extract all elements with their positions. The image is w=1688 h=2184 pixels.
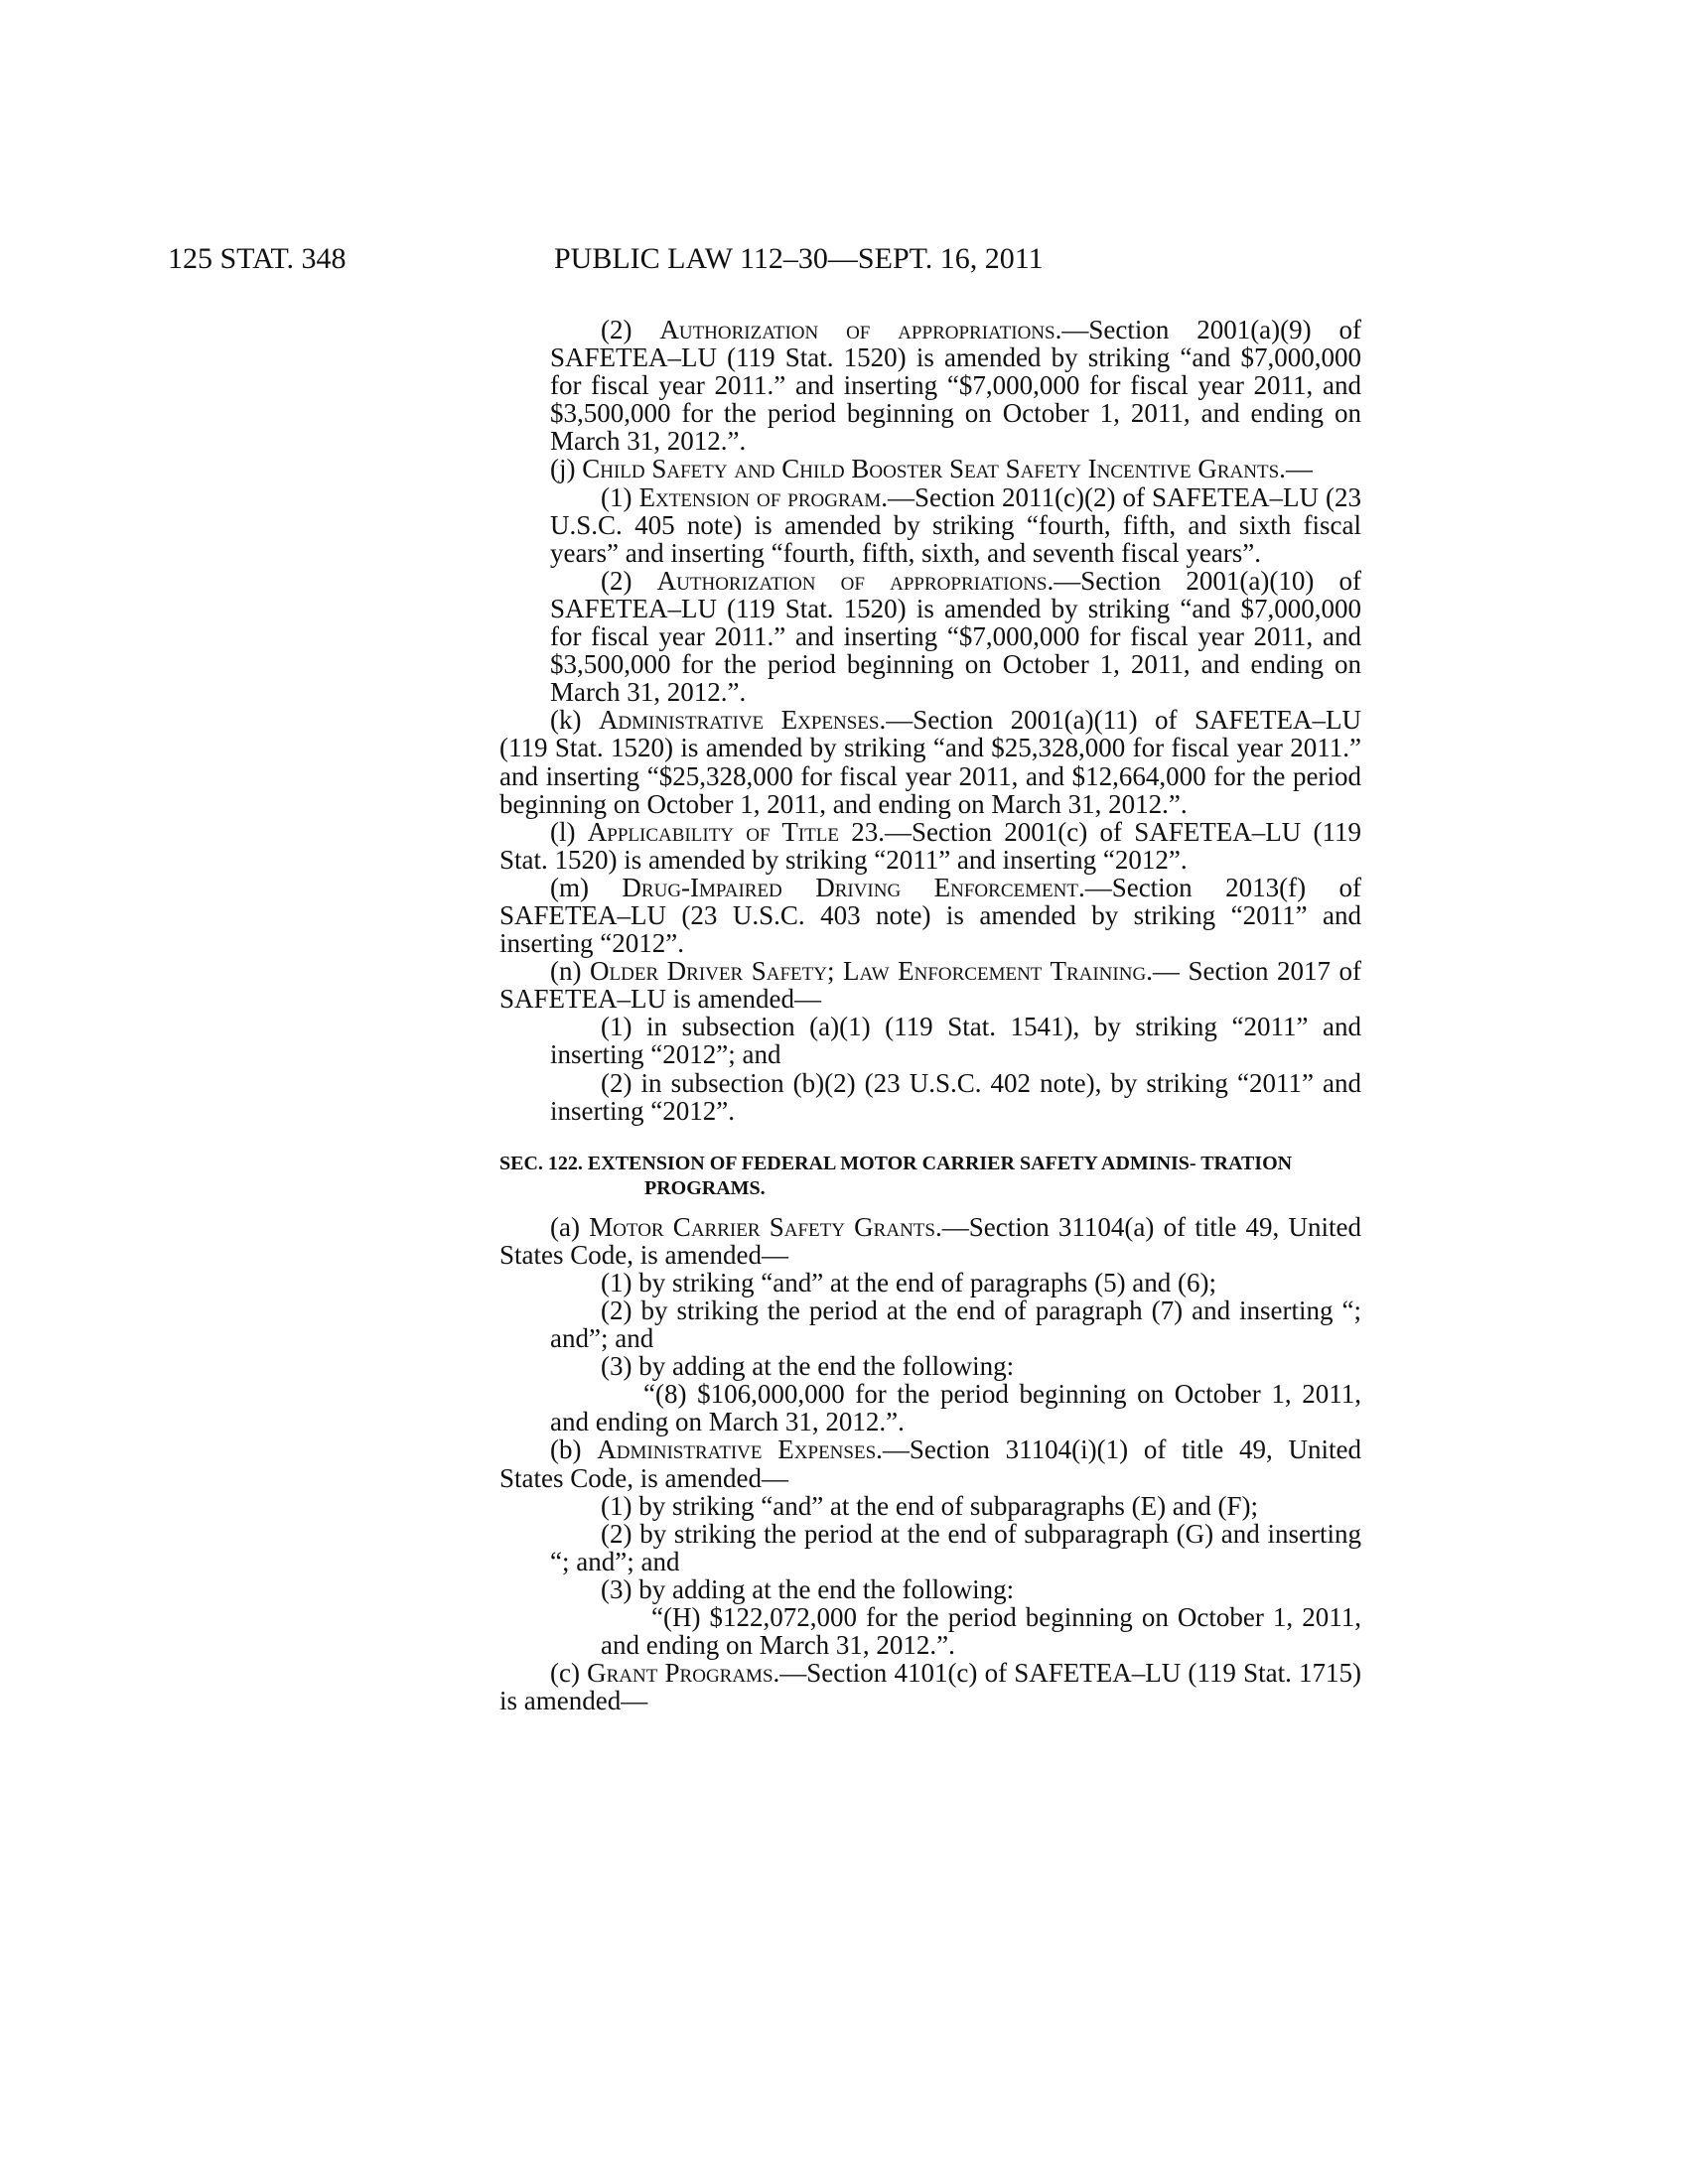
paragraph-a-2: (2) by striking the period at the end of paragraph (7) and inserting “; and”; and — [550, 1296, 1361, 1354]
page-citation: 125 STAT. 348 — [168, 242, 347, 275]
paragraph-j-1: (1) Extension of program.—Section 2011(c)(2) of SAFETEA–LU (23 U.S.C. 405 note) is amended by striking “fourth, fifth, and sixth fiscal years” and inserting “fourth, fifth, sixth, and seventh fiscal years”. — [550, 481, 1361, 568]
paragraph-n-1: (1) in subsection (a)(1) (119 Stat. 1541), by striking “2011” and inserting “2012”; and — [550, 1012, 1361, 1070]
paragraph-i-2: (2) Authorization of appropriations.—Section 2001(a)(9) of SAFETEA–LU (119 Stat. 1520) is amended by striking “and $7,000,000 for fiscal year 2011.” and inserting “$7,000,000 for fiscal year 2011, and $3,500,000 for the period beginning on October 1, 2011, and ending on March 31, 2012.”. — [550, 315, 1361, 457]
quoted-subparagraph-h: “(H) $122,072,000 for the period beginning on October 1, 2011, and ending on March 31, 2012.”. — [601, 1602, 1361, 1661]
section-heading: SEC. 122. EXTENSION OF FEDERAL MOTOR CARRIER SAFETY ADMINIS- TRATION PROGRAMS. — [499, 1152, 1293, 1199]
paragraph-b-1: (1) by striking “and” at the end of subparagraphs (E) and (F); — [601, 1490, 1259, 1521]
statute-body — [499, 316, 1361, 1714]
paragraph-b-3: (3) by adding at the end the following: — [601, 1573, 1015, 1604]
paragraph-j-2: (2) Authorization of appropriations.—Section 2001(a)(10) of SAFETEA–LU (119 Stat. 1520) is amended by striking “and $7,000,000 for fiscal year 2011.” and inserting “$7,000,000 for fiscal year 2011, and $3,500,000 for the period beginning on October 1, 2011, and ending on March 31, 2012.”. — [550, 565, 1362, 708]
subsection-m: (m) Drug-Impaired Driving Enforcement.—Section 2013(f) of SAFETEA–LU (23 U.S.C. 403 note) is amended by striking “2011” and inserting “2012”. — [499, 872, 1362, 959]
paragraph-a-1: (1) by striking “and” at the end of paragraphs (5) and (6); — [601, 1267, 1217, 1297]
subsection-k: (k) Administrative Expenses.—Section 2001(a)(11) of SAFETEA–LU (119 Stat. 1520) is amended by striking “and $25,328,000 for fiscal year 2011.” and inserting “$25,328,000 for fiscal year 2011, and $12,664,000 for the period beginning on October 1, 2011, and ending on March 31, 2012.”. — [499, 705, 1361, 819]
paragraph-b-2: (2) by striking the period at the end of subparagraph (G) and inserting “; and”; and — [550, 1518, 1361, 1576]
subsection-b: (b) Administrative Expenses.—Section 31104(i)(1) of title 49, United States Code, is amended— — [499, 1434, 1362, 1493]
subsection-j: (j) Child Safety and Child Booster Seat Safety Incentive Grants.— — [550, 454, 1313, 484]
paragraph-n-2: (2) in subsection (b)(2) (23 U.S.C. 402 note), by striking “2011” and inserting “2012”. — [550, 1067, 1361, 1126]
subsection-c: (c) Grant Programs.—Section 4101(c) of SAFETEA–LU (119 Stat. 1715) is amended— — [499, 1658, 1361, 1716]
subsection-l: (l) Applicability of Title 23.—Section 2001(c) of SAFETEA–LU (119 Stat. 1520) is amended by striking “2011” and inserting “2012”. — [499, 816, 1361, 875]
quoted-paragraph-8: “(8) $106,000,000 for the period beginning on October 1, 2011, and ending on March 31, 2012.”. — [550, 1379, 1361, 1437]
subsection-a: (a) Motor Carrier Safety Grants.—Section 31104(a) of title 49, United States Code, is amended— — [499, 1211, 1362, 1270]
paragraph-a-3: (3) by adding at the end the following: — [601, 1351, 1015, 1382]
subsection-n: (n) Older Driver Safety; Law Enforcement Training.— Section 2017 of SAFETEA–LU is amended— — [499, 956, 1362, 1015]
running-header: PUBLIC LAW 112–30—SEPT. 16, 2011 — [554, 242, 1044, 275]
